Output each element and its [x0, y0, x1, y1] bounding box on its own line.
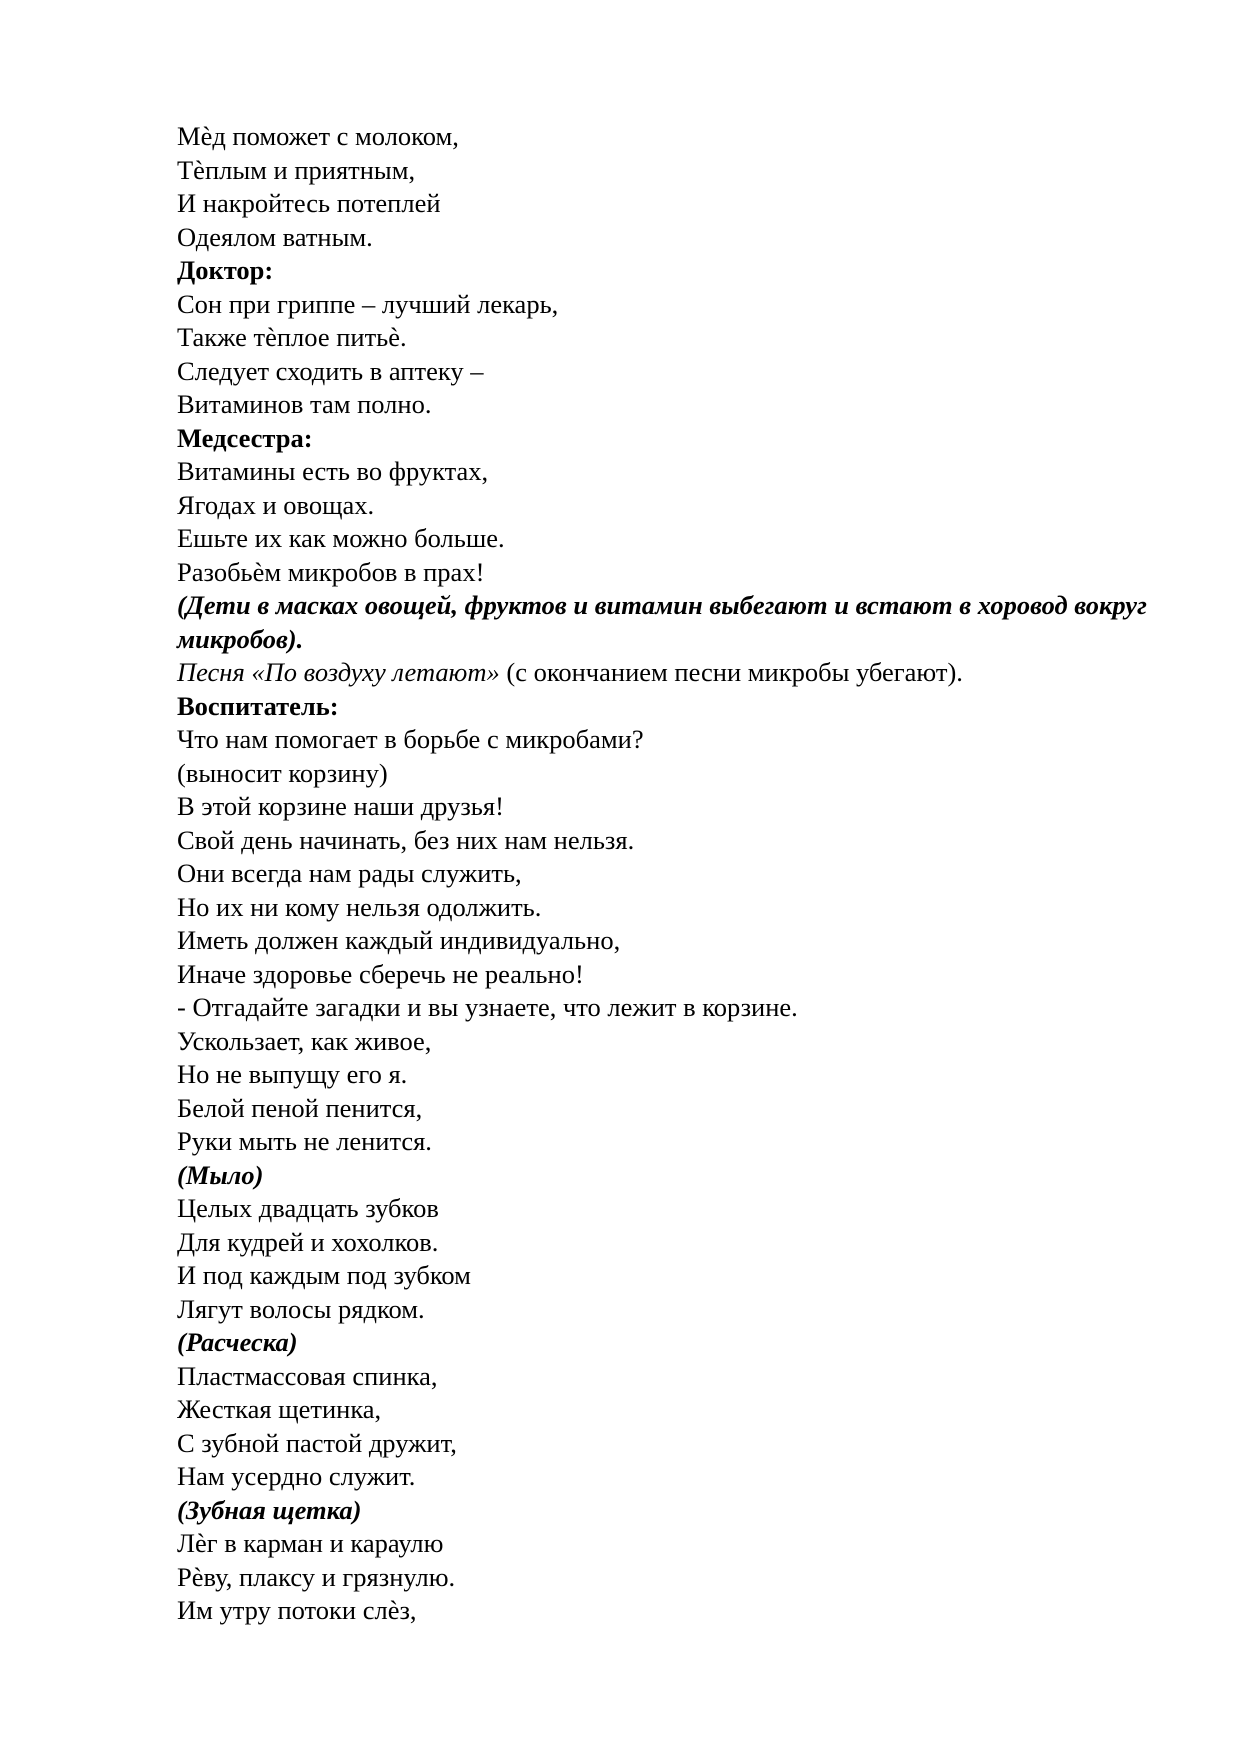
verse-line: Витамины есть во фруктах, — [177, 456, 489, 486]
verse-line: Ешьте их как можно больше. — [177, 523, 505, 553]
song-title: Песня «По воздуху летают» — [177, 657, 500, 687]
riddle-answer: (Расческа) — [177, 1327, 298, 1357]
verse-line: Рѐву, плаксу и грязнулю. — [177, 1561, 456, 1592]
verse-line: С зубной пастой дружит, — [177, 1427, 457, 1458]
song-line — [177, 656, 1157, 690]
verse-line: Иметь должен каждый индивидуально, — [177, 925, 621, 955]
verse-line: Мѐд поможет с молоком, — [177, 121, 459, 151]
verse-line: Иначе здоровье сберечь не реально! — [177, 958, 584, 989]
verse-line: И накройтесь потеплей — [177, 188, 441, 218]
verse-line: Одеялом ватным. — [177, 221, 373, 252]
verse-line: В этой корзине наши друзья! — [177, 791, 504, 821]
verse-line: - Отгадайте загадки и вы узнаете, что лежит в корзине. — [177, 992, 798, 1022]
verse-line: Пластмассовая спинка, — [177, 1360, 438, 1391]
riddle-answer: (Зубная щетка) — [177, 1494, 362, 1525]
verse-line: Но их ни кому нельзя одолжить. — [177, 891, 542, 922]
verse-line: Что нам помогает в борьбе с микробами? — [177, 724, 644, 754]
verse-line: (выносит корзину) — [177, 757, 388, 788]
verse-line: Но не выпущу его я. — [177, 1059, 408, 1089]
riddle-answer: (Мыло) — [177, 1159, 264, 1190]
verse-line: Белой пеной пенится, — [177, 1092, 423, 1123]
verse-line: Они всегда нам рады служить, — [177, 858, 522, 888]
verse-line: Ягодах и овощах. — [177, 489, 375, 520]
speaker-label-nurse: Медсестра: — [177, 422, 313, 453]
verse-line: Лягут волосы рядком. — [177, 1293, 425, 1324]
document-page — [177, 120, 1157, 1628]
verse-line: Нам усердно служит. — [177, 1461, 416, 1491]
verse-line: И под каждым под зубком — [177, 1260, 471, 1290]
verse-line: Им утру потоки слѐз, — [177, 1595, 417, 1625]
verse-line: Сон при гриппе – лучший лекарь, — [177, 288, 559, 319]
speaker-label-teacher: Воспитатель: — [177, 690, 339, 721]
verse-line: Также тѐплое питьѐ. — [177, 322, 407, 352]
verse-line: Свой день начинать, без них нам нельзя. — [177, 824, 635, 855]
verse-line: Следует сходить в аптеку – — [177, 355, 484, 386]
verse-line: Ускользает, как живое, — [177, 1025, 432, 1056]
verse-line: Тѐплым и приятным, — [177, 154, 416, 185]
verse-line: Для кудрей и хохолков. — [177, 1226, 439, 1257]
verse-line: Целых двадцать зубков — [177, 1193, 439, 1223]
verse-line: Витаминов там полно. — [177, 389, 432, 419]
verse-line: Руки мыть не ленится. — [177, 1126, 432, 1156]
verse-line: Разобьѐм микробов в прах! — [177, 556, 485, 587]
verse-line: Лѐг в карман и караулю — [177, 1528, 444, 1558]
verse-line: Жесткая щетинка, — [177, 1394, 382, 1424]
song-note: (с окончанием песни микробы убегают). — [499, 657, 963, 687]
stage-direction: (Дети в масках овощей, фруктов и витамин выбегают и встают в хоровод вокруг микробов). — [177, 590, 1147, 654]
speaker-label-doctor: Доктор: — [177, 255, 274, 285]
